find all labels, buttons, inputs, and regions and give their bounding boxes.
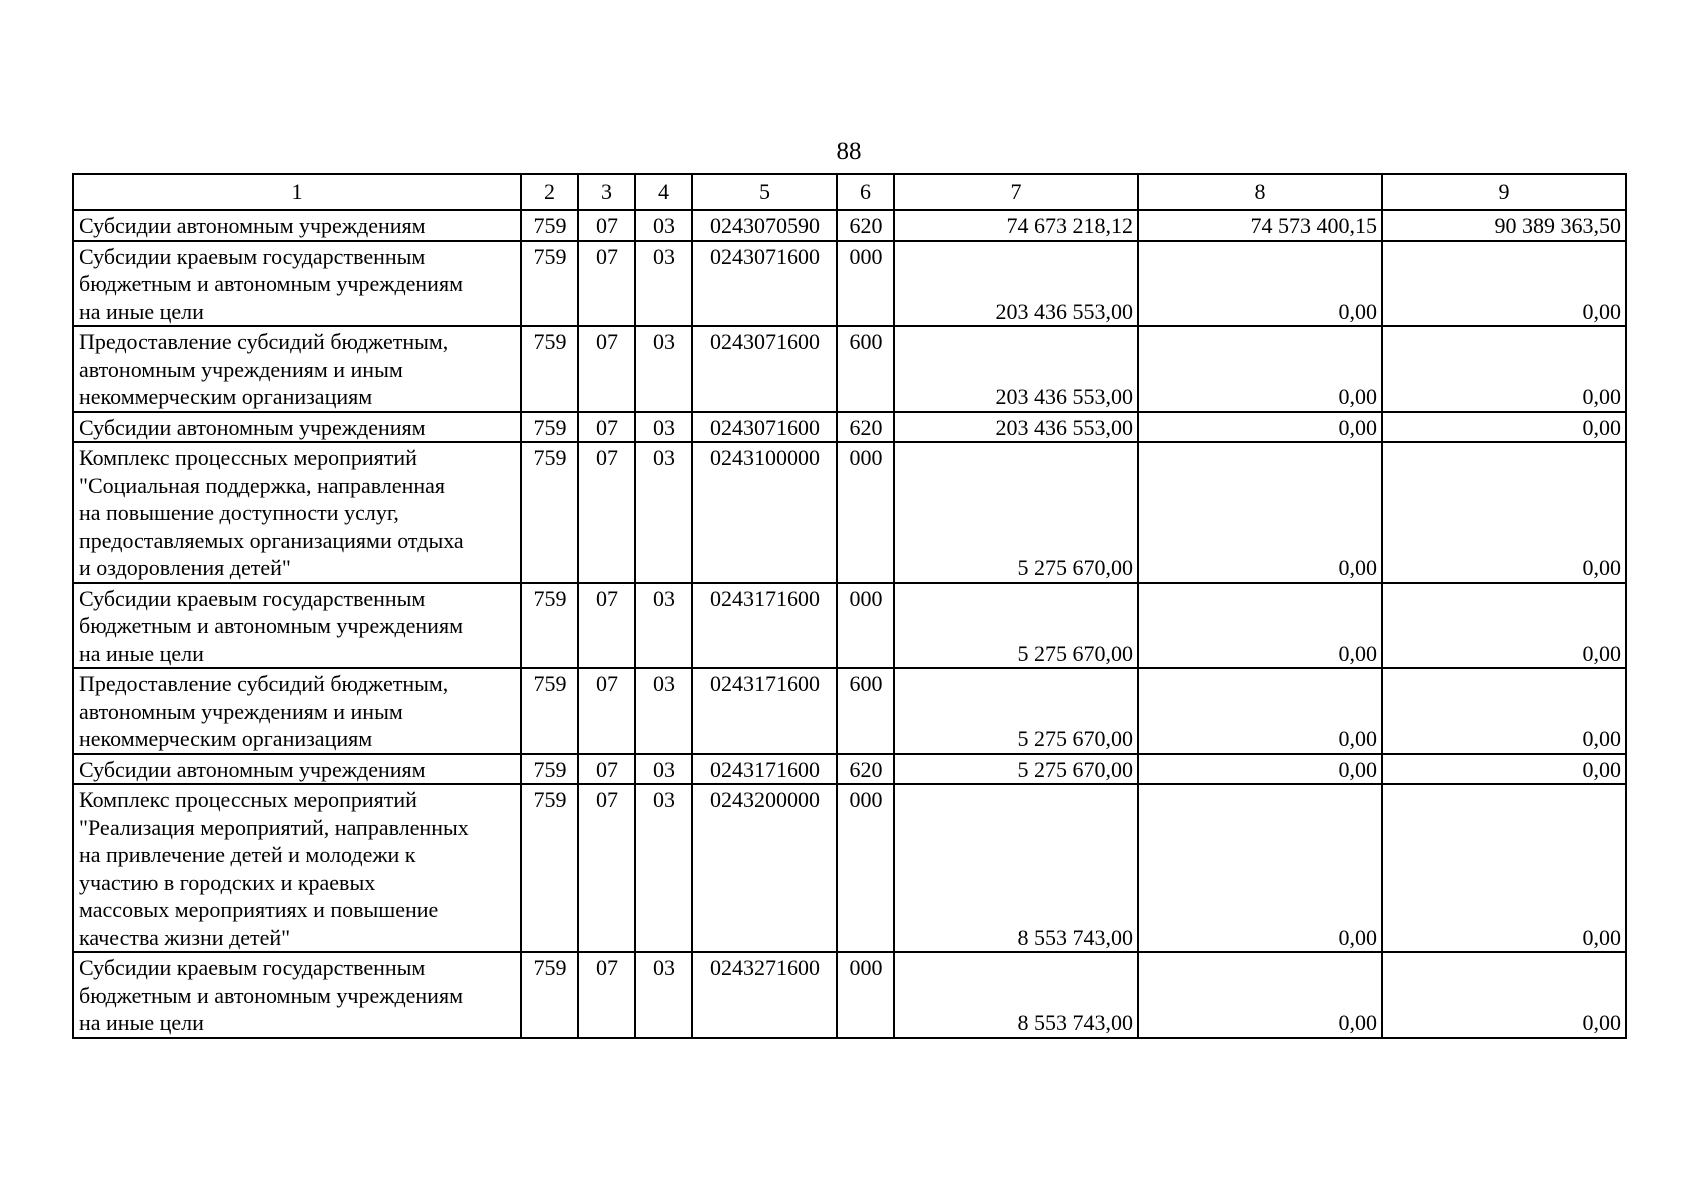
code-vr-cell: 000 [837,241,894,327]
table-row [73,241,1626,327]
sum-col8-cell: 0,00 [1138,412,1382,443]
row-name-line: Предоставление субсидий бюджетным, [79,671,449,696]
code-csr-cell: 0243271600 [692,952,837,1038]
code-rz-cell: 07 [578,442,635,583]
row-name-line: "Социальная поддержка, направленная [79,472,445,498]
row-name-cell [73,326,521,412]
code-vr-cell: 000 [837,952,894,1038]
code-rz-cell: 07 [578,754,635,785]
sum-col8-cell: 0,00 [1138,784,1382,952]
code-gr-cell: 759 [521,583,578,669]
table-row [73,668,1626,754]
table-row [73,412,1626,443]
code-csr-cell: 0243070590 [692,210,837,241]
row-name-cell [73,784,521,952]
table-body [73,210,1626,1038]
code-pr-cell: 03 [635,210,692,241]
header-cell-2: 2 [521,174,578,210]
sum-col7-cell: 74 673 218,12 [894,210,1138,241]
sum-col7-cell: 5 275 670,00 [894,668,1138,754]
budget-table [72,173,1627,1039]
row-name-cell [73,241,521,327]
header-row [73,174,1626,210]
code-vr-cell: 600 [837,668,894,754]
page-number: 88 [836,138,862,165]
code-rz-cell: 07 [578,326,635,412]
header-cell-1: 1 [73,174,521,210]
code-rz-cell: 07 [578,412,635,443]
table-row [73,754,1626,785]
row-name-line: качества жизни детей" [79,924,291,950]
code-vr-cell: 620 [837,754,894,785]
code-vr-cell: 620 [837,210,894,241]
row-name-cell [73,210,521,241]
row-name-line: и оздоровления детей" [79,555,291,580]
row-name-line: Субсидии краевым государственным [79,243,426,269]
row-name-cell [73,754,521,785]
header-cell-5: 5 [692,174,837,210]
sum-col7-cell: 203 436 553,00 [894,241,1138,327]
code-pr-cell: 03 [635,668,692,754]
table-row [73,442,1626,583]
sum-col8-cell: 0,00 [1138,326,1382,412]
sum-col9-cell: 0,00 [1382,326,1626,412]
sum-col7-cell: 203 436 553,00 [894,412,1138,443]
code-rz-cell: 07 [578,583,635,669]
sum-col7-cell: 5 275 670,00 [894,754,1138,785]
row-name-cell [73,442,521,583]
code-csr-cell: 0243200000 [692,784,837,952]
code-gr-cell: 759 [521,210,578,241]
row-name-line: предоставляемых организациями отдыха [79,527,464,553]
table-header [73,174,1626,210]
code-vr-cell: 620 [837,412,894,443]
sum-col9-cell: 0,00 [1382,442,1626,583]
sum-col8-cell: 74 573 400,15 [1138,210,1382,241]
sum-col7-cell: 8 553 743,00 [894,952,1138,1038]
sum-col7-cell: 5 275 670,00 [894,442,1138,583]
row-name-line: Субсидии краевым государственным [79,955,426,980]
sum-col9-cell: 0,00 [1382,241,1626,327]
code-rz-cell: 07 [578,784,635,952]
code-csr-cell: 0243071600 [692,326,837,412]
code-csr-cell: 0243071600 [692,412,837,443]
code-csr-cell: 0243171600 [692,668,837,754]
table-row [73,583,1626,669]
header-cell-6: 6 [837,174,894,210]
code-csr-cell: 0243171600 [692,583,837,669]
code-vr-cell: 000 [837,583,894,669]
row-name-line: бюджетным и автономным учреждениям [79,271,464,296]
row-name-line: на иные цели [79,640,204,666]
header-cell-8: 8 [1138,174,1382,210]
row-name-line: на иные цели [79,298,204,324]
code-rz-cell: 07 [578,952,635,1038]
table-row [73,210,1626,241]
row-name-line: бюджетным и автономным учреждениям [79,982,464,1008]
table-row [73,952,1626,1038]
row-name-line: некоммерческим организациям [79,726,373,751]
row-name-cell [73,952,521,1038]
table-row [73,784,1626,952]
row-name-line: на привлечение детей и молодежи к [79,842,416,867]
sum-col8-cell: 0,00 [1138,668,1382,754]
row-name-line: Предоставление субсидий бюджетным, [79,329,449,354]
code-pr-cell: 03 [635,784,692,952]
row-name-line: бюджетным и автономным учреждениям [79,613,464,638]
code-pr-cell: 03 [635,754,692,785]
code-pr-cell: 03 [635,241,692,327]
code-csr-cell: 0243071600 [692,241,837,327]
code-gr-cell: 759 [521,241,578,327]
sum-col7-cell: 8 553 743,00 [894,784,1138,952]
sum-col8-cell: 0,00 [1138,241,1382,327]
row-name-line: автономным учреждениям и иным [79,356,403,382]
sum-col8-cell: 0,00 [1138,754,1382,785]
sum-col8-cell: 0,00 [1138,442,1382,583]
table-row [73,326,1626,412]
sum-col9-cell: 90 389 363,50 [1382,210,1626,241]
sum-col8-cell: 0,00 [1138,583,1382,669]
row-name-line: некоммерческим организациям [79,384,373,409]
row-name-line: Комплекс процессных мероприятий [79,445,417,470]
sum-col9-cell: 0,00 [1382,952,1626,1038]
code-gr-cell: 759 [521,412,578,443]
header-cell-3: 3 [578,174,635,210]
code-gr-cell: 759 [521,442,578,583]
row-name-cell [73,412,521,443]
code-gr-cell: 759 [521,326,578,412]
row-name-line: автономным учреждениям и иным [79,698,403,724]
code-pr-cell: 03 [635,952,692,1038]
sum-col9-cell: 0,00 [1382,583,1626,669]
header-cell-9: 9 [1382,174,1626,210]
code-pr-cell: 03 [635,326,692,412]
row-name-line: Субсидии краевым государственным [79,585,426,611]
row-name-line: на повышение доступности услуг, [79,500,399,525]
row-name-line: Комплекс процессных мероприятий [79,787,417,812]
code-vr-cell: 000 [837,442,894,583]
row-name-line: Субсидии автономным учреждениям [79,414,426,440]
code-csr-cell: 0243100000 [692,442,837,583]
code-pr-cell: 03 [635,442,692,583]
sum-col7-cell: 5 275 670,00 [894,583,1138,669]
header-cell-7: 7 [894,174,1138,210]
sum-col9-cell: 0,00 [1382,668,1626,754]
code-rz-cell: 07 [578,241,635,327]
code-vr-cell: 600 [837,326,894,412]
sum-col8-cell: 0,00 [1138,952,1382,1038]
row-name-cell [73,583,521,669]
sum-col7-cell: 203 436 553,00 [894,326,1138,412]
code-gr-cell: 759 [521,668,578,754]
code-vr-cell: 000 [837,784,894,952]
row-name-line: Субсидии автономным учреждениям [79,756,426,782]
row-name-line: Субсидии автономным учреждениям [79,213,426,238]
code-rz-cell: 07 [578,210,635,241]
sum-col9-cell: 0,00 [1382,412,1626,443]
row-name-line: "Реализация мероприятий, направленных [79,814,469,840]
header-cell-4: 4 [635,174,692,210]
sum-col9-cell: 0,00 [1382,784,1626,952]
code-pr-cell: 03 [635,583,692,669]
code-csr-cell: 0243171600 [692,754,837,785]
code-gr-cell: 759 [521,784,578,952]
sum-col9-cell: 0,00 [1382,754,1626,785]
row-name-line: на иные цели [79,1010,204,1035]
code-gr-cell: 759 [521,754,578,785]
code-pr-cell: 03 [635,412,692,443]
code-gr-cell: 759 [521,952,578,1038]
code-rz-cell: 07 [578,668,635,754]
row-name-line: участию в городских и краевых [79,869,376,895]
row-name-line: массовых мероприятиях и повышение [79,897,439,922]
row-name-cell [73,668,521,754]
